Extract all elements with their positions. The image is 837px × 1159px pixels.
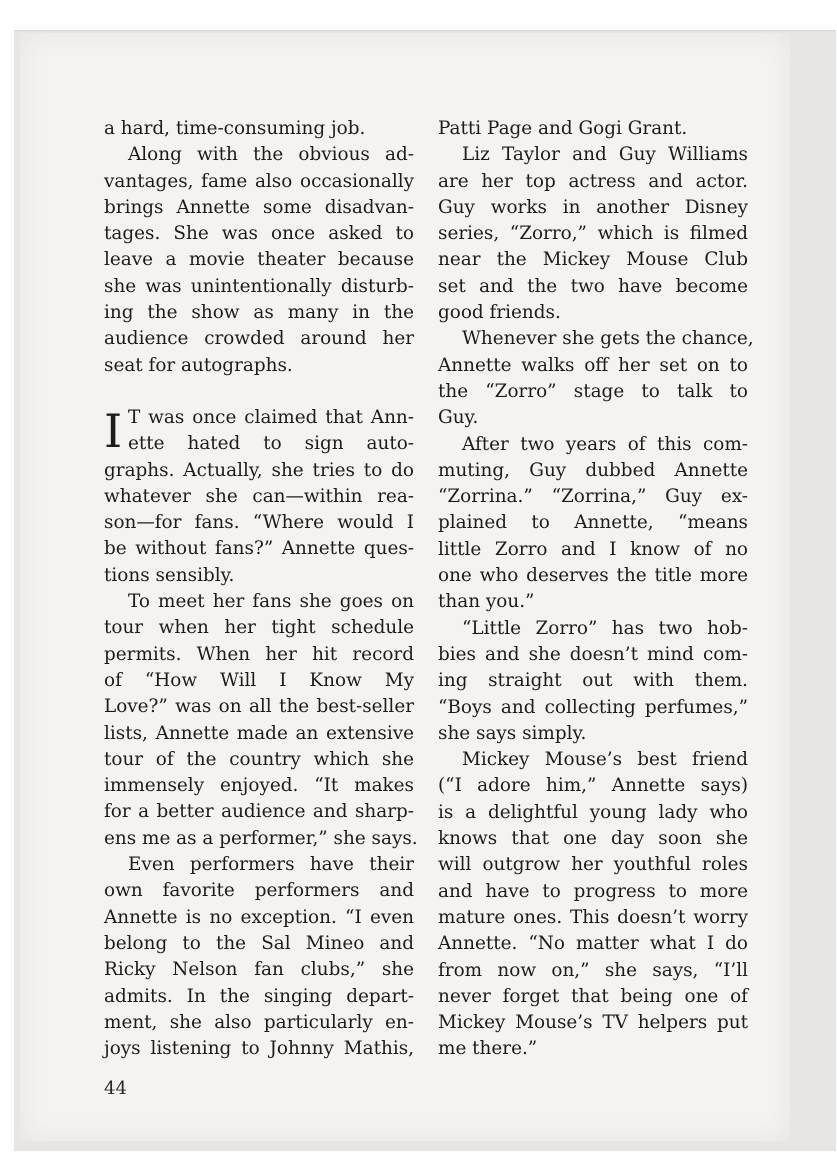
text-line: (“I adore him,” Annette says) [438, 775, 748, 797]
text-line: “Boys and collecting perfumes,” [438, 696, 748, 718]
text-line: mature ones. This doesn’t worry [438, 906, 748, 928]
page-number: 44 [104, 1078, 127, 1099]
text-line: Liz Taylor and Guy Williams [462, 144, 748, 166]
text-line: muting, Guy dubbed Annette [438, 459, 748, 481]
text-line: Even performers have their [128, 854, 414, 876]
text-line: T was once claimed that Ann- [128, 406, 414, 428]
text-line: joys listening to Johnny Mathis, [104, 1038, 414, 1060]
left-column [104, 116, 418, 1062]
text-line: whatever she can—within rea- [104, 485, 414, 507]
text-line: admits. In the singing depart- [104, 985, 414, 1007]
paragraph [104, 116, 414, 142]
text-line: little Zorro and I know of no [438, 538, 748, 560]
paragraph [438, 326, 754, 431]
text-line: Guy. [438, 407, 479, 429]
paragraph [104, 589, 418, 852]
text-line: Love?” was on all the best-seller [104, 696, 414, 718]
text-line: son—for fans. “Where would I [104, 512, 414, 534]
text-line: audience crowded around her [104, 328, 414, 350]
paragraph [438, 747, 748, 1063]
text-line: To meet her fans she goes on [128, 591, 414, 613]
paragraph [104, 142, 414, 379]
text-line: of “How Will I Know My [104, 669, 414, 691]
text-line: one who deserves the title more [438, 565, 748, 587]
text-line: than you.” [438, 591, 535, 613]
text-line: she says simply. [438, 722, 587, 744]
text-line: Mickey Mouse’s TV helpers put [438, 1012, 748, 1034]
text-line: a hard, time-consuming job. [104, 118, 366, 139]
text-line: bies and she doesn’t mind com- [438, 643, 748, 665]
right-column [438, 116, 754, 1063]
text-line: Annette. “No matter what I do [438, 933, 748, 955]
text-line: plained to Annette, “means [438, 512, 748, 534]
text-line: from now on,” she says, “I’ll [438, 959, 748, 981]
text-line: ens me as a performer,” she says. [104, 827, 418, 849]
text-line: immensely enjoyed. “It makes [104, 775, 414, 797]
text-line: Guy works in another Disney [438, 196, 748, 218]
text-line: Annette walks off her set on to [438, 354, 748, 376]
text-line: “Little Zorro” has two hob- [462, 617, 748, 639]
text-line: Annette is no exception. “I even [104, 906, 414, 928]
text-line: Mickey Mouse’s best friend [462, 749, 748, 771]
text-line: tour of the country which she [104, 748, 414, 770]
paragraph [104, 405, 414, 589]
text-line: After two years of this com- [462, 433, 748, 455]
paragraph [438, 432, 748, 616]
text-line: never forget that being one of [438, 985, 748, 1007]
text-line: set and the two have become [438, 275, 748, 297]
text-line: Patti Page and Gogi Grant. [438, 118, 688, 139]
text-line: own favorite performers and [104, 880, 414, 902]
drop-cap: I [104, 403, 123, 458]
text-line: will outgrow her youthful roles [438, 854, 748, 876]
text-line: the “Zorro” stage to talk to [438, 380, 748, 402]
text-line: “Zorrina.” “Zorrina,” Guy ex- [438, 486, 748, 508]
paragraph [438, 616, 748, 747]
text-line: permits. When her hit record [104, 643, 414, 665]
text-line: me there.” [438, 1038, 538, 1060]
text-line: be without fans?” Annette ques- [104, 538, 414, 560]
text-line: tour when her tight schedule [104, 617, 414, 639]
text-line: ette hated to sign auto- [128, 433, 414, 455]
text-line: and have to progress to more [438, 880, 748, 902]
text-line: tages. She was once asked to [104, 223, 414, 245]
text-line: seat for autographs. [104, 354, 293, 376]
text-line: knows that one day soon she [438, 828, 748, 850]
text-line: near the Mickey Mouse Club [438, 249, 748, 271]
text-line: tions sensibly. [104, 564, 235, 586]
text-line: are her top actress and actor. [438, 170, 748, 192]
text-line: Whenever she gets the chance, [462, 328, 754, 350]
text-line: lists, Annette made an extensive [104, 722, 414, 744]
text-line: vantages, fame also occasionally [104, 170, 414, 192]
text-line: ing the show as many in the [104, 302, 414, 324]
text-line: ment, she also particularly en- [104, 1011, 414, 1033]
paragraph [104, 852, 414, 1062]
text-line: she was unintentionally disturb- [104, 275, 414, 297]
text-line: belong to the Sal Mineo and [104, 932, 414, 954]
text-line: for a better audience and sharp- [104, 801, 414, 823]
text-line: Along with the obvious ad- [128, 144, 414, 166]
section-break [104, 379, 414, 405]
text-line: series, “Zorro,” which is filmed [438, 223, 748, 245]
text-line: good friends. [438, 302, 561, 324]
text-line: graphs. Actually, she tries to do [104, 459, 414, 481]
text-line: brings Annette some disadvan- [104, 196, 414, 218]
text-line: ing straight out with them. [438, 670, 748, 692]
text-line: Ricky Nelson fan clubs,” she [104, 959, 414, 981]
paragraph [438, 116, 748, 142]
dropcap-block [104, 405, 414, 458]
text-line: leave a movie theater because [104, 249, 414, 271]
paragraph [438, 142, 748, 326]
text-line: is a delightful young lady who [438, 801, 748, 823]
